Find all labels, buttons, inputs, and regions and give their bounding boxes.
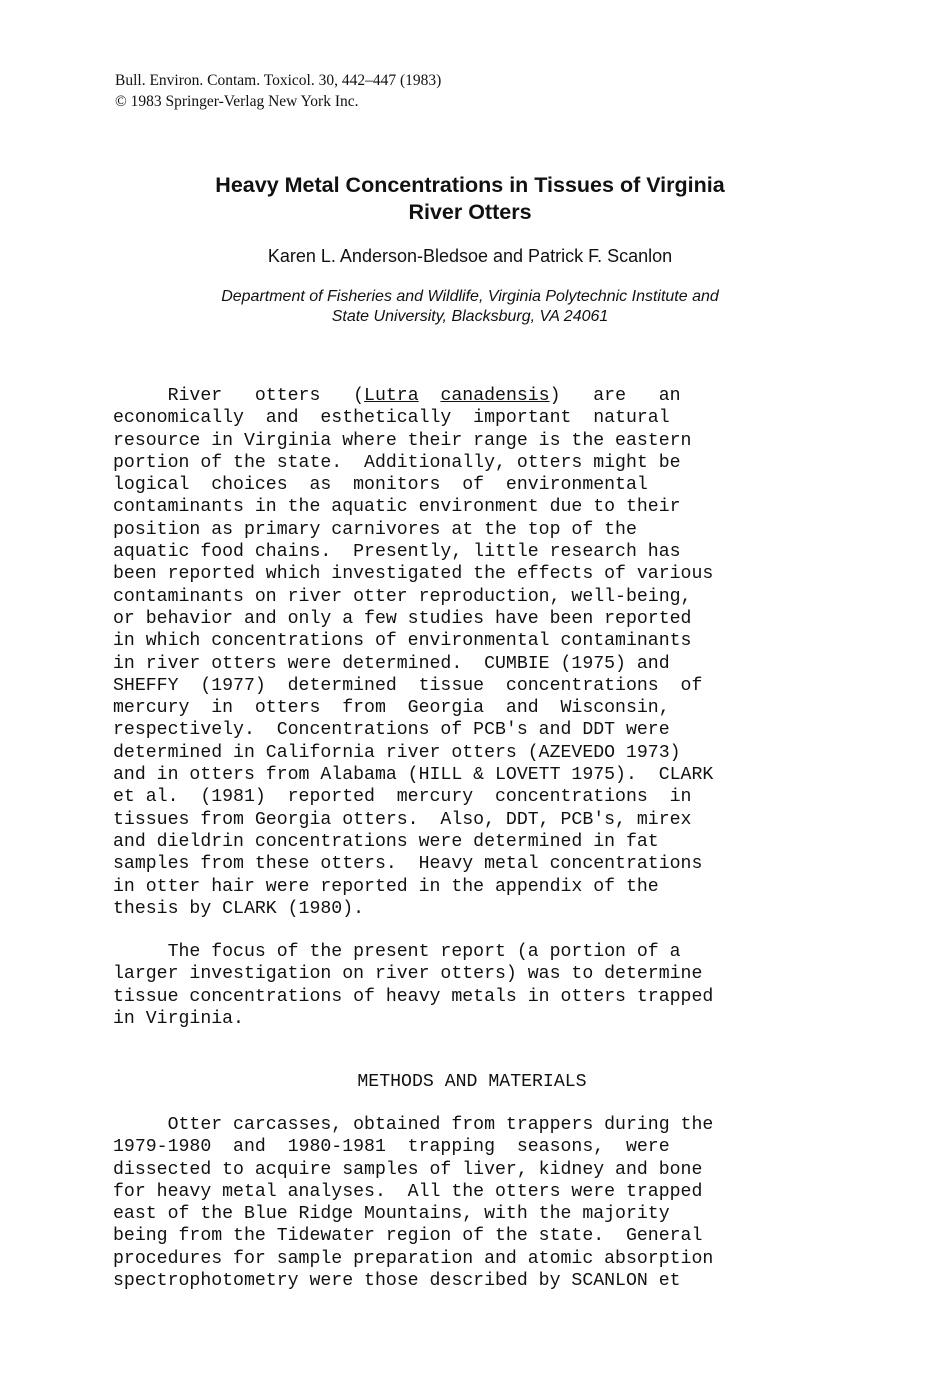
text-line: samples from these otters. Heavy metal concentrations	[113, 854, 703, 875]
species-gap	[419, 386, 441, 406]
text-line: being from the Tidewater region of the state. General	[113, 1226, 703, 1247]
intro-paragraph	[113, 385, 833, 920]
section-heading-methods: METHODS AND MATERIALS	[357, 1072, 587, 1092]
text-line: contaminants on river otter reproduction, well-being,	[113, 586, 692, 607]
text-line: in Virginia.	[113, 1008, 244, 1029]
text-line: spectrophotometry were those described by SCANLON et	[113, 1271, 681, 1292]
intro-first-line-start: River otters (	[113, 386, 365, 406]
text-line: contaminants in the aquatic environment due to their	[113, 497, 681, 518]
intro-lines	[113, 407, 833, 920]
text-line: mercury in otters from Georgia and Wisconsin,	[113, 698, 670, 719]
journal-citation: Bull. Environ. Contam. Toxicol. 30, 442–447 (1983)	[115, 72, 442, 89]
text-line: position as primary carnivores at the top of the	[113, 519, 637, 540]
text-line: in otter hair were reported in the appendix of the	[113, 876, 659, 897]
text-line: aquatic food chains. Presently, little research has	[113, 542, 681, 563]
title-line-2: River Otters	[408, 200, 532, 224]
intro-first-line	[113, 385, 833, 407]
text-line: tissue concentrations of heavy metals in otters trapped	[113, 986, 714, 1007]
text-line: SHEFFY (1977) determined tissue concentrations of	[113, 675, 703, 696]
text-line: The focus of the present report (a portion of a	[113, 942, 681, 962]
text-line: determined in California river otters (AZEVEDO 1973)	[113, 742, 681, 763]
text-line: thesis by CLARK (1980).	[113, 898, 365, 919]
text-line: been reported which investigated the effects of various	[113, 564, 714, 585]
text-line: et al. (1981) reported mercury concentrations in	[113, 787, 692, 808]
text-line: for heavy metal analyses. All the otters were trapped	[113, 1181, 703, 1202]
text-line: and in otters from Alabama (HILL & LOVETT 1975). CLARK	[113, 765, 714, 786]
text-line: larger investigation on river otters) was to determine	[113, 964, 703, 985]
text-line: respectively. Concentrations of PCB's and DDT were	[113, 720, 670, 741]
journal-header	[115, 70, 441, 112]
text-line: portion of the state. Additionally, otters might be	[113, 452, 681, 473]
title-line-1: Heavy Metal Concentrations in Tissues of Virginia	[215, 173, 725, 197]
text-line: in which concentrations of environmental contaminants	[113, 631, 692, 652]
text-line: and dieldrin concentrations were determined in fat	[113, 831, 659, 852]
text-line: resource in Virginia where their range is the eastern	[113, 430, 692, 451]
text-line: or behavior and only a few studies have been reported	[113, 608, 692, 629]
text-line: dissected to acquire samples of liver, kidney and bone	[113, 1159, 703, 1180]
text-line: logical choices as monitors of environmental	[113, 475, 648, 496]
text-line: tissues from Georgia otters. Also, DDT, PCB's, mirex	[113, 809, 692, 830]
species-genus: Lutra	[364, 386, 419, 406]
species-epithet: canadensis	[440, 386, 550, 406]
focus-paragraph	[113, 941, 833, 1030]
text-line: Otter carcasses, obtained from trappers during the	[113, 1115, 714, 1135]
authors: Karen L. Anderson-Bledsoe and Patrick F. Scanlon	[267, 246, 673, 266]
text-line: 1979-1980 and 1980-1981 trapping seasons, were	[113, 1137, 670, 1158]
text-line: in river otters were determined. CUMBIE (1975) and	[113, 653, 670, 674]
paper-title	[100, 172, 840, 226]
text-line: procedures for sample preparation and atomic absorption	[113, 1248, 714, 1269]
affiliation-line-2: State University, Blacksburg, VA 24061	[331, 308, 609, 325]
copyright-line: © 1983 Springer-Verlag New York Inc.	[115, 93, 359, 110]
text-line: economically and esthetically important natural	[113, 408, 670, 429]
text-line: east of the Blue Ridge Mountains, with the majority	[113, 1204, 670, 1225]
methods-paragraph	[113, 1114, 833, 1292]
intro-first-line-end: ) are an	[549, 386, 681, 406]
affiliation	[100, 287, 840, 327]
affiliation-line-1: Department of Fisheries and Wildlife, Virginia Polytechnic Institute and	[221, 288, 719, 305]
